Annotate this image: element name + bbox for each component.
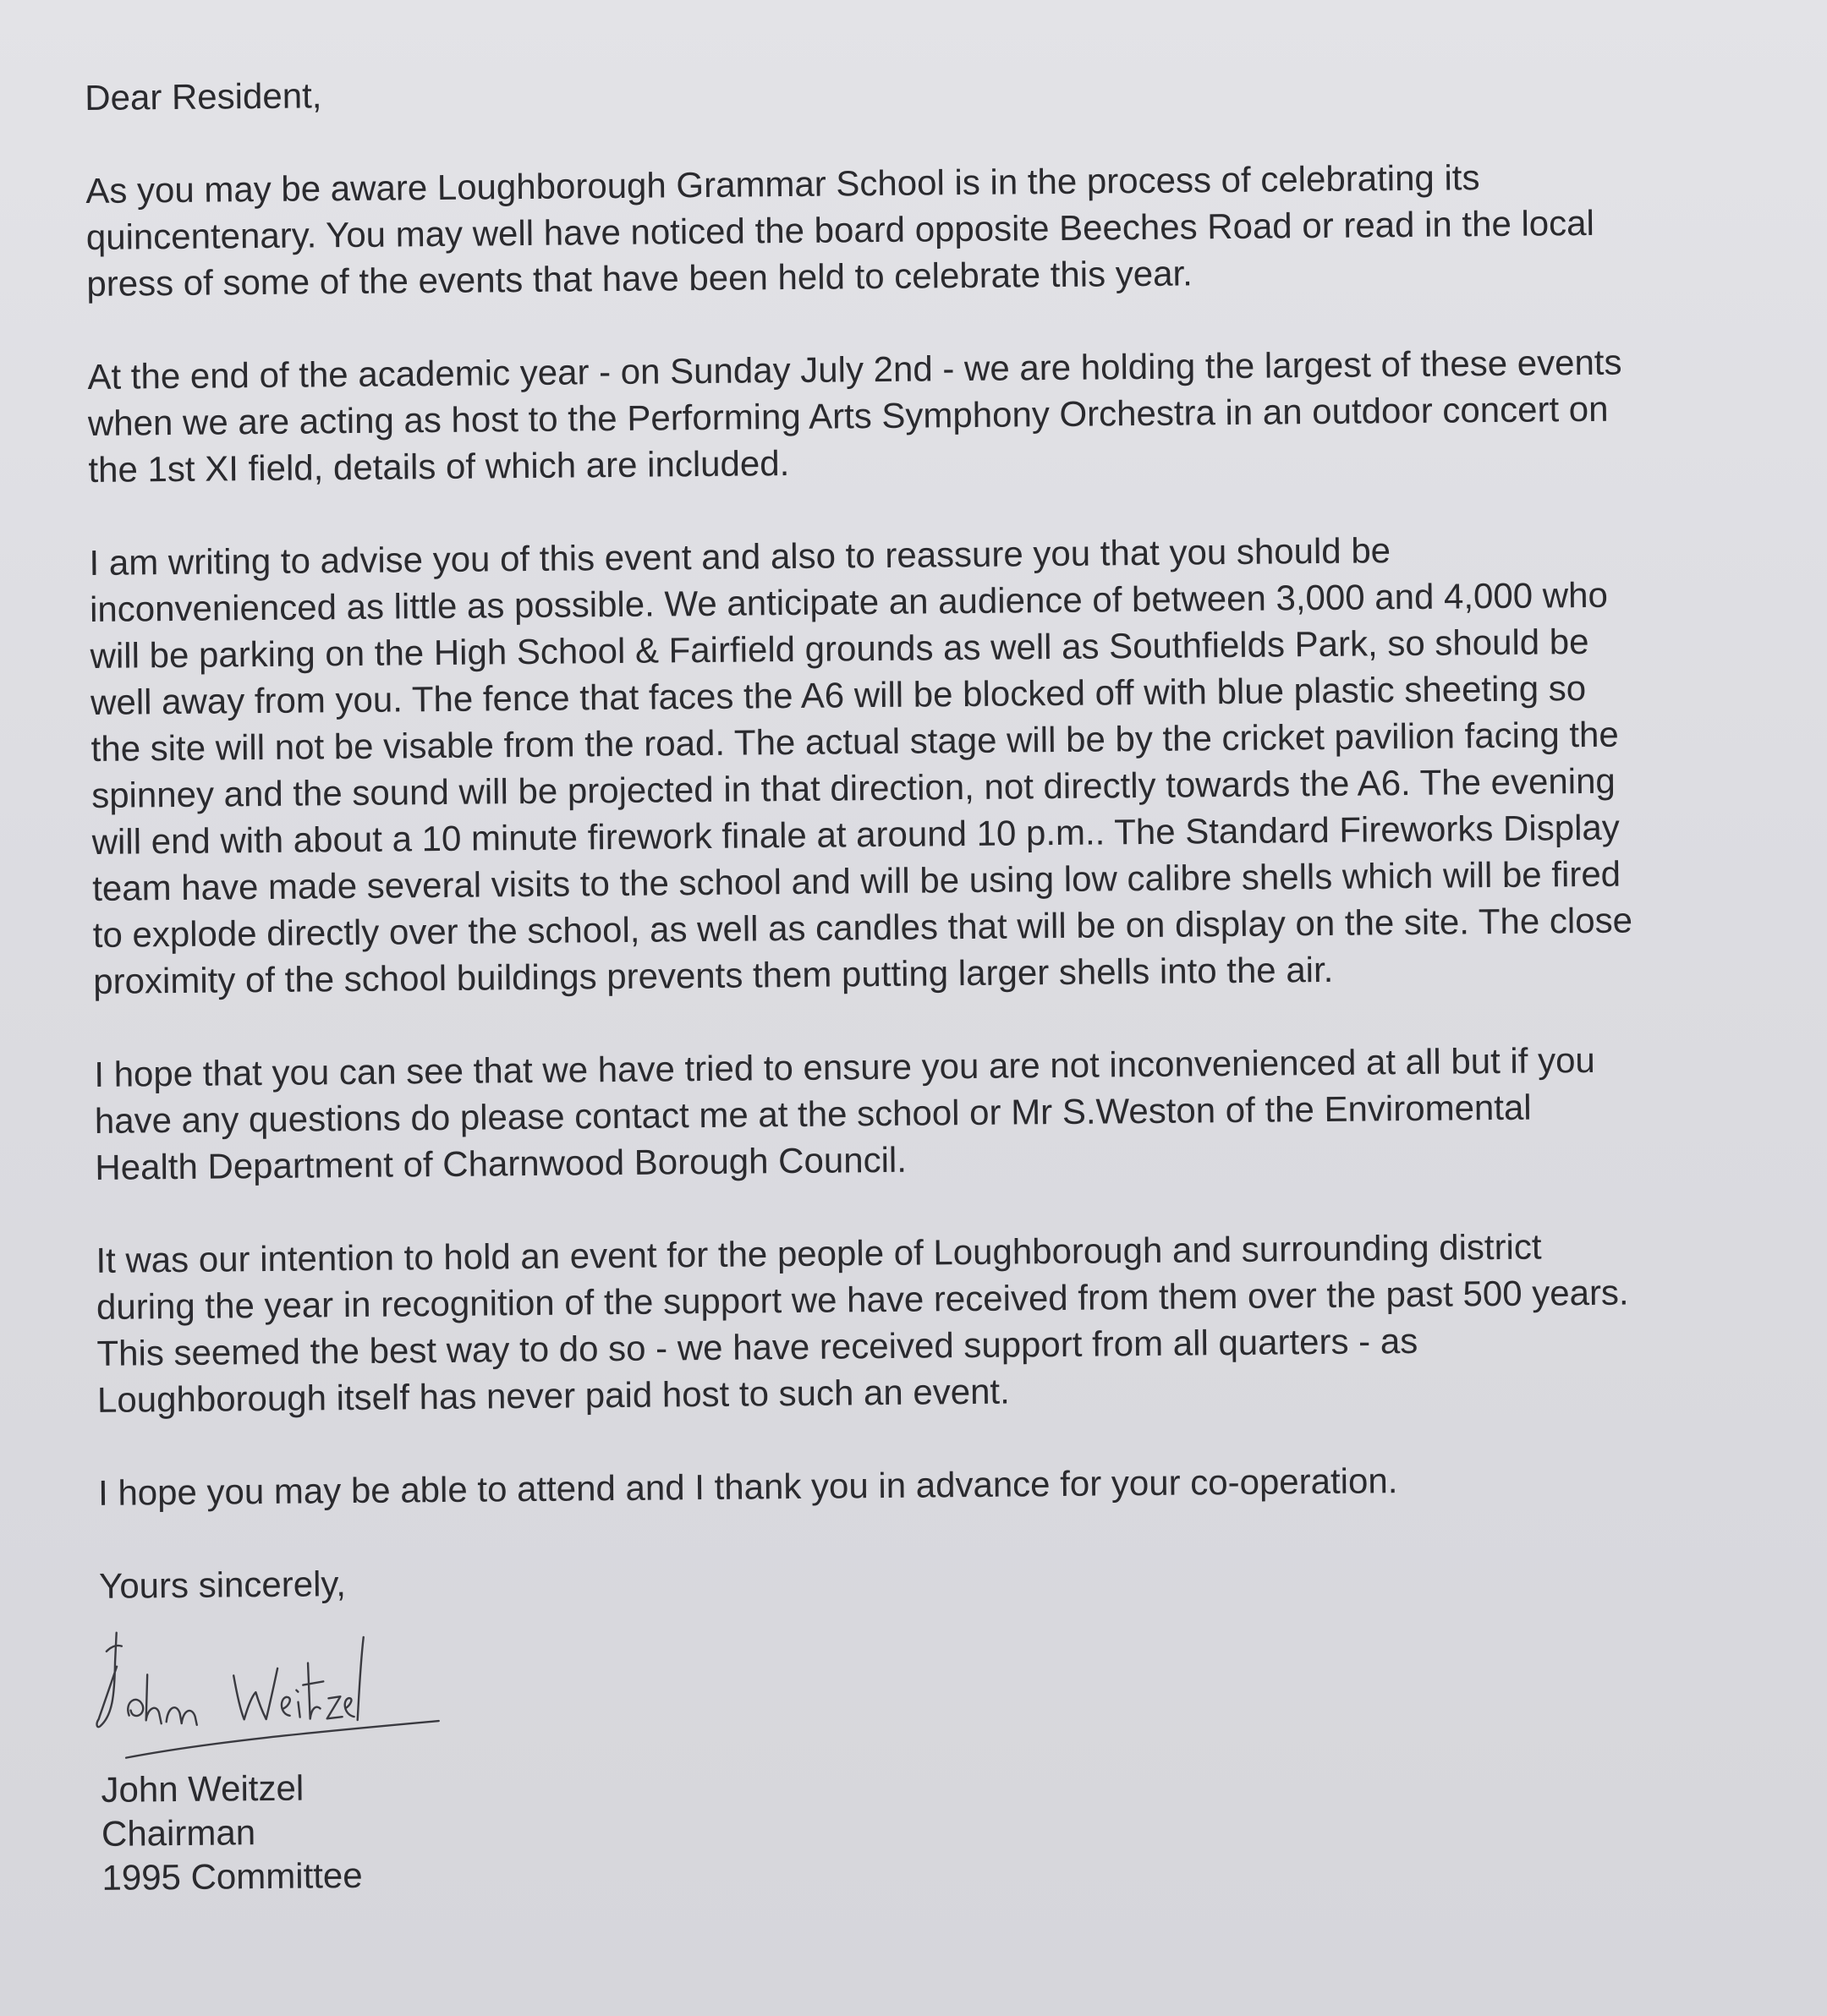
letter-body — [85, 58, 1786, 1900]
paragraph-line: the 1st XI field, details of which are included. — [88, 443, 790, 490]
paragraph-line: the site will not be visable from the road. The actual stage will be by the cricket pavilion facing the — [91, 714, 1619, 769]
paragraph-line: Loughborough itself has never paid host to such an event. — [96, 1371, 1010, 1420]
signatory-block — [101, 1752, 1785, 1900]
paragraph-5 — [96, 1221, 1780, 1423]
paragraph-line: during the year in recognition of the support we have received from them over the past 500 years. — [96, 1272, 1629, 1327]
paragraph-line: It was our intention to hold an event for the people of Loughborough and surrounding district — [96, 1226, 1542, 1280]
closing: Yours sincerely, — [98, 1564, 347, 1606]
paragraph-line: will be parking on the High School & Fairfield grounds as well as Southfields Park, so should be — [90, 621, 1589, 676]
signatory-name: John Weitzel — [101, 1767, 304, 1810]
paragraph-line: spinney and the sound will be projected in that direction, not directly towards the A6. The evening — [91, 760, 1616, 815]
paragraph-3 — [89, 523, 1776, 1005]
paragraph-line: well away from you. The fence that faces the A6 will be blocked off with blue plastic sheeting so — [90, 667, 1587, 722]
paragraph-1 — [85, 151, 1769, 307]
paragraph-line: Health Department of Charnwood Borough Council. — [95, 1139, 908, 1187]
paragraph-line: when we are acting as host to the Performing Arts Symphony Orchestra in an outdoor concert on — [87, 388, 1609, 443]
paragraph-line: quincentenary. You may well have noticed the board opposite Beeches Road or read in the local — [85, 202, 1595, 257]
paragraph-line: I hope you may be able to attend and I thank you in advance for your co-operation. — [97, 1460, 1398, 1513]
paragraph-line: will end with about a 10 minute firework finale at around 10 p.m.. The Standard Fireworks Display — [91, 807, 1620, 862]
paragraph-line: I hope that you can see that we have tried to ensure you are not inconvenienced at all but if you — [94, 1039, 1595, 1094]
paragraph-2 — [87, 337, 1771, 493]
paragraph-line: As you may be aware Loughborough Grammar School is in the process of celebrating its — [85, 157, 1480, 211]
paragraph-line: have any questions do please contact me at the school or Mr S.Weston of the Enviromental — [94, 1087, 1532, 1141]
paragraph-4 — [94, 1035, 1778, 1191]
signatory-role: Chairman — [101, 1812, 256, 1854]
paragraph-line: This seemed the best way to do so - we have received support from all quarters - as — [96, 1320, 1418, 1373]
paragraph-line: team have made several visits to the school and will be using low calibre shells which will be fired — [92, 853, 1621, 908]
paragraph-line: inconvenienced as little as possible. We anticipate an audience of between 3,000 and 4,000 who — [89, 574, 1609, 629]
paragraph-line: proximity of the school buildings prevents them putting larger shells into the air. — [93, 949, 1334, 1001]
paragraph-6 — [98, 1454, 1781, 1516]
paragraph-line: I am writing to advise you of this event and also to reassure you that you should be — [89, 530, 1391, 583]
paragraph-line: press of some of the events that have been held to celebrate this year. — [86, 253, 1193, 304]
paragraph-line: to explode directly over the school, as well as candles that will be on display on the site. The close — [92, 900, 1633, 955]
salutation: Dear Resident, — [85, 75, 322, 118]
signatory-organisation: 1995 Committee — [102, 1854, 363, 1898]
handwritten-signature — [91, 1613, 464, 1760]
paragraph-line: At the end of the academic year - on Sunday July 2nd - we are holding the largest of these events — [87, 342, 1622, 397]
